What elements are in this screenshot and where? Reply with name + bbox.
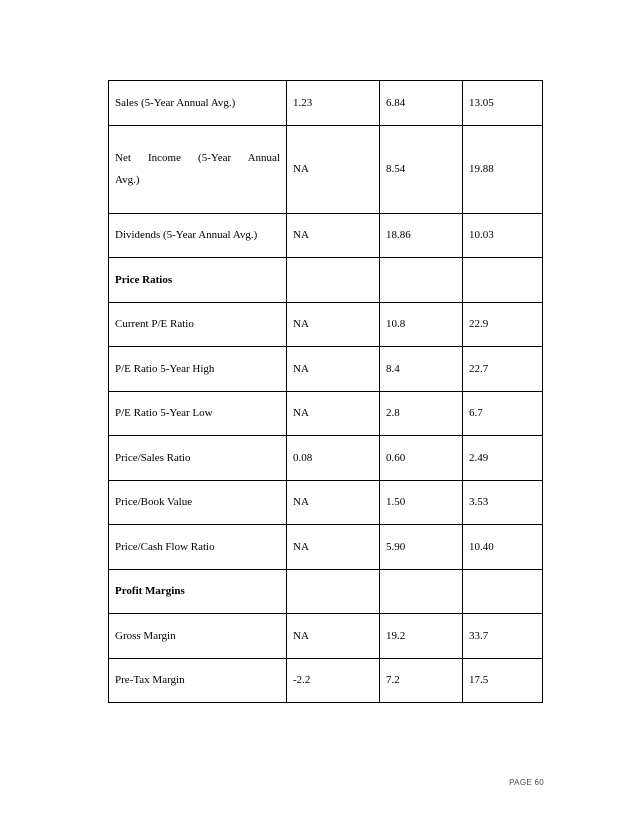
row-label: P/E Ratio 5-Year Low <box>109 391 287 436</box>
table-row-gross-margin <box>109 614 543 659</box>
table-row-price-book <box>109 480 543 525</box>
section-heading: Profit Margins <box>109 569 287 614</box>
row-value: 0.60 <box>380 436 463 481</box>
row-label: Price/Cash Flow Ratio <box>109 525 287 570</box>
row-value: 2.49 <box>463 436 543 481</box>
row-value: NA <box>287 302 380 347</box>
empty-cell <box>380 258 463 303</box>
row-value: 8.54 <box>380 125 463 213</box>
row-value: 0.08 <box>287 436 380 481</box>
row-value: NA <box>287 391 380 436</box>
row-value: NA <box>287 347 380 392</box>
table-section-row-profit-margins <box>109 569 543 614</box>
table-row-net-income-avg <box>109 125 543 213</box>
row-value: 10.8 <box>380 302 463 347</box>
empty-cell <box>463 569 543 614</box>
empty-cell <box>463 258 543 303</box>
row-label: Sales (5-Year Annual Avg.) <box>109 81 287 126</box>
row-value: 1.50 <box>380 480 463 525</box>
row-value: 1.23 <box>287 81 380 126</box>
row-value: NA <box>287 480 380 525</box>
row-value: 22.9 <box>463 302 543 347</box>
row-label: Dividends (5-Year Annual Avg.) <box>109 213 287 258</box>
table-row-price-cash-flow <box>109 525 543 570</box>
section-heading: Price Ratios <box>109 258 287 303</box>
row-value: NA <box>287 125 380 213</box>
empty-cell <box>287 569 380 614</box>
row-value: 19.88 <box>463 125 543 213</box>
row-label: P/E Ratio 5-Year High <box>109 347 287 392</box>
row-label: Current P/E Ratio <box>109 302 287 347</box>
row-value: 17.5 <box>463 658 543 703</box>
row-label-line: Avg.) <box>115 174 140 186</box>
page-number: PAGE 60 <box>509 778 544 787</box>
row-value: 13.05 <box>463 81 543 126</box>
empty-cell <box>287 258 380 303</box>
financial-ratios-table <box>108 80 543 703</box>
empty-cell <box>380 569 463 614</box>
row-label: Price/Book Value <box>109 480 287 525</box>
table-row-price-sales <box>109 436 543 481</box>
row-value: 18.86 <box>380 213 463 258</box>
row-value: NA <box>287 614 380 659</box>
row-label <box>109 125 287 213</box>
row-value: 5.90 <box>380 525 463 570</box>
row-label: Gross Margin <box>109 614 287 659</box>
row-value: 2.8 <box>380 391 463 436</box>
row-value: NA <box>287 213 380 258</box>
row-value: 7.2 <box>380 658 463 703</box>
row-label: Price/Sales Ratio <box>109 436 287 481</box>
row-value: 8.4 <box>380 347 463 392</box>
row-value: 10.03 <box>463 213 543 258</box>
table-row-sales-avg <box>109 81 543 126</box>
row-value: 6.84 <box>380 81 463 126</box>
table-row-pre-tax-margin <box>109 658 543 703</box>
table-section-row-price-ratios <box>109 258 543 303</box>
row-value: 3.53 <box>463 480 543 525</box>
table-row-pe-5yr-low <box>109 391 543 436</box>
row-label: Pre-Tax Margin <box>109 658 287 703</box>
row-label-line: Net Income (5-Year Annual <box>115 152 280 164</box>
table-row-current-pe <box>109 302 543 347</box>
row-value: 22.7 <box>463 347 543 392</box>
table-row-pe-5yr-high <box>109 347 543 392</box>
row-value: NA <box>287 525 380 570</box>
row-value: 6.7 <box>463 391 543 436</box>
table-row-dividends-avg <box>109 213 543 258</box>
row-value: 10.40 <box>463 525 543 570</box>
row-value: -2.2 <box>287 658 380 703</box>
row-value: 33.7 <box>463 614 543 659</box>
row-value: 19.2 <box>380 614 463 659</box>
